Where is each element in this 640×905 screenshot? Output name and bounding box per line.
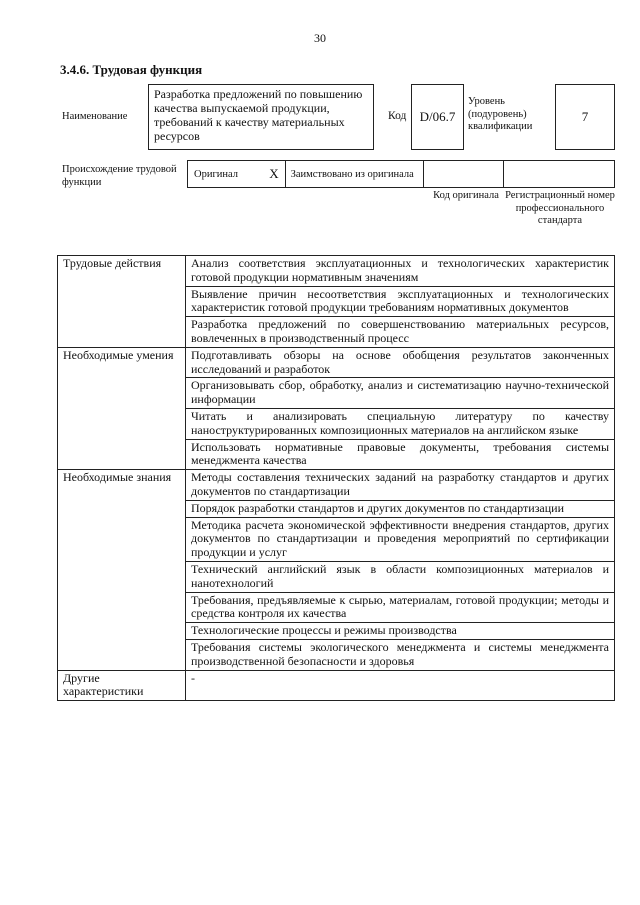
content-cell: Использовать нормативные правовые документы, требования системы менеджмента качества bbox=[186, 439, 615, 470]
page-number: 30 bbox=[314, 31, 326, 45]
content-cell: Методы составления технических заданий на разработку стандартов и других документов по стандартизации bbox=[186, 470, 615, 501]
origin-code-cell bbox=[424, 161, 504, 187]
table-row bbox=[58, 347, 615, 378]
content-cell: Подготавливать обзоры на основе обобщения результатов законченных исследований и разработок bbox=[186, 347, 615, 378]
origin-reg-cell bbox=[504, 161, 614, 187]
level-value-box: 7 bbox=[555, 84, 615, 150]
content-cell: Требования системы экологического менеджмента и системы менеджмента производственной безопасности и здоровья bbox=[186, 639, 615, 670]
table-row bbox=[58, 670, 615, 701]
section-heading: 3.4.6. Трудовая функция bbox=[60, 62, 203, 77]
content-cell: Анализ соответствия эксплуатационных и технологических характеристик готовой продукции нормативным значениям bbox=[186, 256, 615, 287]
code-label: Код bbox=[388, 110, 407, 122]
original-mark: X bbox=[269, 166, 279, 181]
content-cell: - bbox=[186, 670, 615, 701]
origin-borrowed-cell bbox=[286, 161, 424, 187]
content-cell: Порядок разработки стандартов и других документов по стандартизации bbox=[186, 500, 615, 517]
content-cell: Технический английский язык в области композиционных материалов и нанотехнологий bbox=[186, 561, 615, 592]
content-cell: Разработка предложений по совершенствованию материальных ресурсов, вовлеченных в производственный процесс bbox=[186, 317, 615, 348]
table-row bbox=[58, 470, 615, 501]
category-cell: Необходимые умения bbox=[58, 347, 186, 469]
origin-label: Происхождение трудовой функции bbox=[62, 164, 177, 188]
category-cell: Необходимые знания bbox=[58, 470, 186, 670]
content-cell: Требования, предъявляемые к сырью, материалам, готовой продукции; методы и средства контроля их качества bbox=[186, 592, 615, 623]
function-table bbox=[57, 255, 615, 701]
level-label: Уровень (подуровень) квалификации bbox=[468, 96, 533, 133]
name-label: Наименование bbox=[62, 111, 128, 122]
content-cell: Выявление причин несоответствия эксплуатационных и технологических характеристик готовой продукции требованиям нормативных документов bbox=[186, 286, 615, 317]
content-cell: Читать и анализировать специальную литературу по качеству наноструктурированных композиционных материалов на английском языке bbox=[186, 408, 615, 439]
original-label: Оригинал bbox=[194, 168, 238, 180]
code-original-caption: Код оригинала bbox=[433, 190, 499, 201]
content-cell: Технологические процессы и режимы производства bbox=[186, 623, 615, 640]
origin-row bbox=[187, 160, 615, 188]
borrowed-label: Заимствовано из оригинала bbox=[290, 168, 414, 180]
function-name-box: Разработка предложений по повышению качества выпускаемой продукции, требований к качеству материальных ресурсов bbox=[148, 84, 374, 150]
content-cell: Организовывать сбор, обработку, анализ и систематизацию научно-технической информации bbox=[186, 378, 615, 409]
category-cell: Трудовые действия bbox=[58, 256, 186, 348]
content-cell: Методика расчета экономической эффективности внедрения стандартов, других документов по стандартизации и проведения мероприятий по сертификации продукции и услуг bbox=[186, 517, 615, 561]
code-value-box: D/06.7 bbox=[411, 84, 464, 150]
origin-original-cell bbox=[188, 161, 286, 187]
category-cell: Другие характеристики bbox=[58, 670, 186, 701]
reg-number-caption: Регистрационный номер профессионального стандарта bbox=[505, 190, 615, 227]
table-row bbox=[58, 256, 615, 287]
